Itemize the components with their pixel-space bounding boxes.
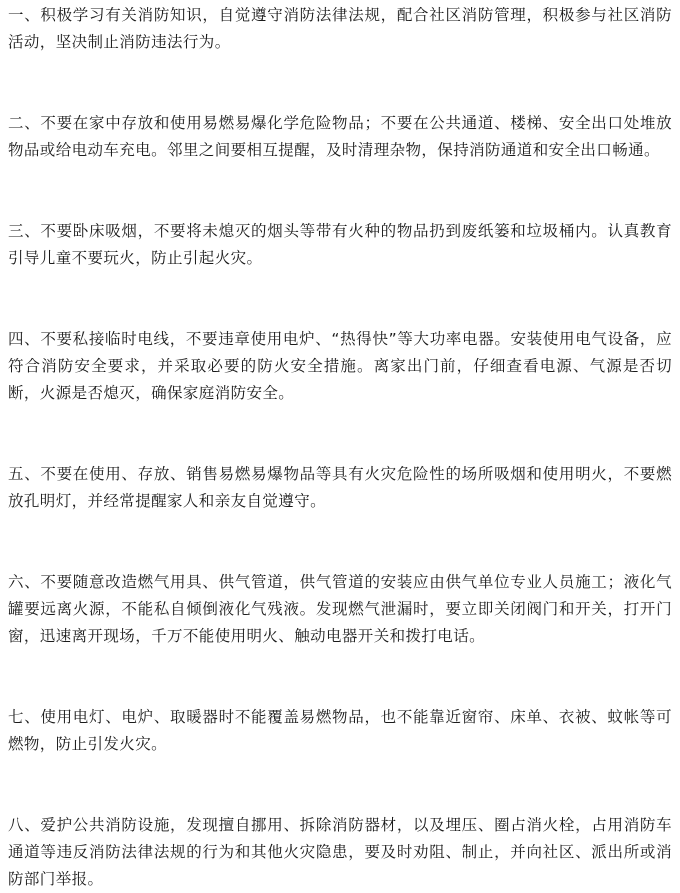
paragraph-4: 四、不要私接临时电线，不要违章使用电炉、“热得快”等大功率电器。安装使用电气设备，应符合消防安全要求，并采取必要的防火安全措施。离家出门前，仔细查看电源、气源是否切断，火源是否熄灭，确保家庭消防安全。 [8,330,672,402]
paragraph-2: 二、不要在家中存放和使用易燃易爆化学危险物品；不要在公共通道、楼梯、安全出口处堆放物品或给电动车充电。邻里之间要相互提醒，及时清理杂物，保持消防通道和安全出口畅通。 [8,114,672,159]
paragraph-1: 一、积极学习有关消防知识，自觉遵守消防法律法规，配合社区消防管理，积极参与社区消防活动，坚决制止消防违法行为。 [8,6,672,51]
paragraph-8: 八、爱护公共消防设施，发现擅自挪用、拆除消防器材，以及埋压、圈占消火栓，占用消防车通道等违反消防法律法规的行为和其他火灾隐患，要及时劝阻、制止，并向社区、派出所或消防部门举报。 [8,816,672,888]
paragraph-6: 六、不要随意改造燃气用具、供气管道，供气管道的安装应由供气单位专业人员施工；液化气罐要远离火源，不能私自倾倒液化气残液。发现燃气泄漏时，要立即关闭阀门和开关，打开门窗，迅速离开现场，千万不能使用明火、触动电器开关和拨打电话。 [8,573,672,645]
paragraph-5: 五、不要在使用、存放、销售易燃易爆物品等具有火灾危险性的场所吸烟和使用明火，不要燃放孔明灯，并经常提醒家人和亲友自觉遵守。 [8,465,672,510]
paragraph-3: 三、不要卧床吸烟，不要将未熄灭的烟头等带有火种的物品扔到废纸篓和垃圾桶内。认真教育引导儿童不要玩火，防止引起火灾。 [8,222,672,267]
paragraph-7: 七、使用电灯、电炉、取暖器时不能覆盖易燃物品，也不能靠近窗帘、床单、衣被、蚊帐等可燃物，防止引发火灾。 [8,708,672,753]
